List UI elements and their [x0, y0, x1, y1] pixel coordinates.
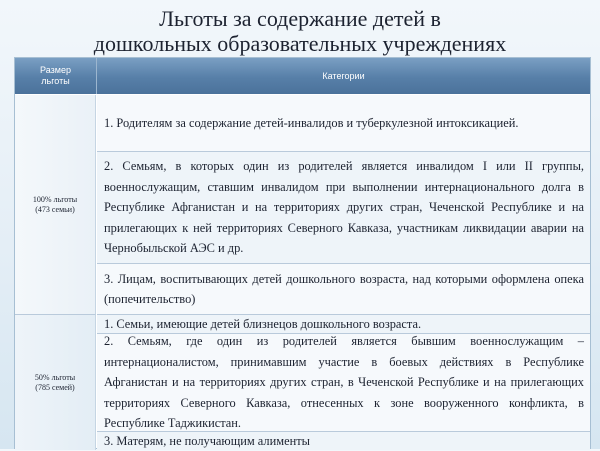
- benefit-size-50: [15, 314, 96, 450]
- category-row: [97, 314, 590, 333]
- table-header: [15, 58, 590, 94]
- category-text: 2. Семьям, в которых один из родителей является инвалидом I или II группы, военнослужащим, ставшим инвалидом при выполнении интернационального долга в Республике Афганистан и на территориях других стран, Чеченской Республике и на прилегающих к ней территориях Северного Кавказа, участникам ликвидации аварии на Чернобыльской АЭС и др.: [104, 159, 584, 256]
- benefit-size-50-label: 50% льготы: [34, 372, 76, 382]
- header-size-line-1: Размер: [40, 65, 71, 75]
- category-row: [97, 263, 590, 314]
- category-text: 2. Семьям, где один из родителей является бывшим военнослужащим – интернационалистом, принимавшим участие в боевых действиях в Республике Афганистан и на территориях других стран, в Чеченской Республике и на прилегающих территориях Северного Кавказа, отнесенных к зоне вооруженного конфликта, в Республике Таджикистан.: [104, 334, 584, 431]
- benefit-size-100-label: 100% льготы: [32, 194, 78, 204]
- benefits-table: [14, 57, 591, 449]
- header-size-line-2: льготы: [41, 76, 70, 86]
- header-size-column: [15, 58, 97, 94]
- header-categories-column: Категории: [322, 71, 365, 81]
- page-title: [0, 6, 600, 56]
- category-text: 1. Семьи, имеющие детей близнецов дошкольного возраста.: [104, 316, 422, 331]
- title-line-2: дошкольных образовательных учреждениях: [93, 31, 507, 56]
- benefit-size-50-count: (785 семей): [35, 382, 75, 392]
- category-text: 1. Родителям за содержание детей-инвалидов и туберкулезной интоксикацией.: [104, 115, 519, 130]
- category-row: [97, 95, 590, 151]
- category-row: [97, 151, 590, 263]
- category-text: 3. Лицам, воспитывающих детей дошкольного возраста, над которыми оформлена опека (попечительство): [104, 271, 584, 306]
- benefit-size-100-count: (473 семьи): [35, 204, 75, 214]
- category-text: 3. Матерям, не получающим алименты: [104, 433, 310, 448]
- benefit-size-100: [15, 95, 96, 314]
- title-line-1: Льготы за содержание детей в: [159, 6, 441, 31]
- category-row: [97, 431, 590, 450]
- category-row: [97, 333, 590, 431]
